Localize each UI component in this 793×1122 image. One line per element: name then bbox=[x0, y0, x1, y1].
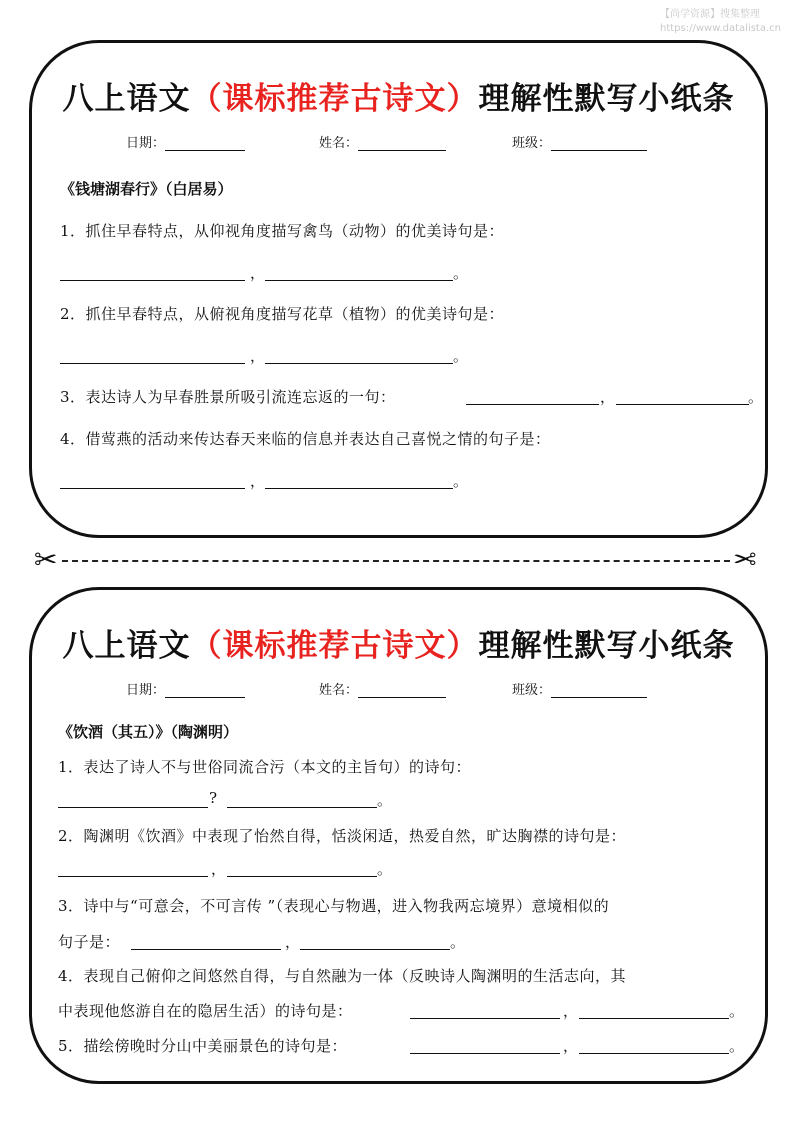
class-field bbox=[512, 679, 647, 698]
name-field bbox=[319, 679, 446, 698]
answer-blank[interactable] bbox=[58, 807, 208, 808]
answer-blank[interactable] bbox=[410, 1018, 560, 1019]
answer-blank[interactable] bbox=[265, 280, 453, 281]
comma: ， bbox=[285, 933, 301, 951]
comma: ， bbox=[250, 472, 266, 490]
period: 。 bbox=[729, 1002, 745, 1020]
period: 。 bbox=[453, 472, 469, 490]
period: 。 bbox=[748, 388, 764, 406]
answer-blank[interactable] bbox=[58, 876, 208, 877]
date-blank[interactable] bbox=[165, 683, 245, 698]
question-3-cont: 句子是： bbox=[58, 933, 121, 951]
comma: ， bbox=[250, 264, 266, 282]
question-5: 5．描绘傍晚时分山中美丽景色的诗句是： bbox=[58, 1037, 348, 1055]
title-suffix: 理解性默写小纸条 bbox=[478, 81, 735, 117]
watermark-line2: https://www.datalista.cn bbox=[660, 23, 781, 34]
date-field bbox=[126, 132, 245, 151]
name-label: 姓名： bbox=[319, 683, 359, 698]
answer-blank[interactable] bbox=[616, 404, 749, 405]
period: 。 bbox=[729, 1037, 745, 1055]
question-1: 1．表达了诗人不与世俗同流合污（本文的主旨句）的诗句： bbox=[58, 758, 472, 776]
comma: ， bbox=[250, 347, 266, 365]
question-4: 4．表现自己俯仰之间悠然自得，与自然融为一体（反映诗人陶渊明的生活志向，其 bbox=[58, 967, 627, 985]
name-label: 姓名： bbox=[319, 136, 359, 151]
date-blank[interactable] bbox=[165, 136, 245, 151]
period: 。 bbox=[377, 860, 393, 878]
worksheet-card-1 bbox=[29, 40, 768, 538]
answer-blank[interactable] bbox=[227, 807, 377, 808]
title-prefix: 八上语文 bbox=[62, 628, 191, 664]
card-title bbox=[32, 620, 765, 665]
answer-blank[interactable] bbox=[60, 280, 245, 281]
period: 。 bbox=[377, 791, 393, 809]
answer-blank[interactable] bbox=[265, 488, 453, 489]
poem-title: 《饮酒（其五）》（陶渊明） bbox=[58, 723, 239, 741]
worksheet-card-2 bbox=[29, 587, 768, 1084]
scissors-icon: ✂ bbox=[733, 543, 757, 576]
answer-blank[interactable] bbox=[265, 363, 453, 364]
date-label: 日期： bbox=[126, 683, 166, 698]
period: 。 bbox=[450, 933, 466, 951]
question-1: 1．抓住早春特点，从仰视角度描写禽鸟（动物）的优美诗句是： bbox=[60, 222, 505, 240]
question-3: 3．诗中与“可意会，不可言传 ”（表现心与物遇，进入物我两忘境界）意境相似的 bbox=[58, 897, 610, 915]
title-red: （课标推荐古诗文） bbox=[190, 81, 479, 117]
question-2: 2．陶渊明《饮酒》中表现了怡然自得，恬淡闲适，热爱自然，旷达胸襟的诗句是： bbox=[58, 827, 627, 845]
watermark bbox=[660, 8, 781, 36]
period: 。 bbox=[453, 347, 469, 365]
class-label: 班级： bbox=[512, 136, 552, 151]
cut-line bbox=[62, 560, 730, 562]
answer-blank[interactable] bbox=[227, 876, 377, 877]
name-field bbox=[319, 132, 446, 151]
comma: ， bbox=[563, 1002, 579, 1020]
title-prefix: 八上语文 bbox=[62, 81, 191, 117]
title-suffix: 理解性默写小纸条 bbox=[478, 628, 735, 664]
class-blank[interactable] bbox=[551, 683, 647, 698]
question-4: 4．借莺燕的活动来传达春天来临的信息并表达自己喜悦之情的句子是： bbox=[60, 430, 551, 448]
title-red: （课标推荐古诗文） bbox=[190, 628, 479, 664]
question-2: 2．抓住早春特点，从俯视角度描写花草（植物）的优美诗句是： bbox=[60, 305, 505, 323]
answer-blank[interactable] bbox=[579, 1053, 729, 1054]
question-4-cont: 中表现他悠游自在的隐居生活）的诗句是： bbox=[58, 1002, 353, 1020]
question-3: 3．表达诗人为早春胜景所吸引流连忘返的一句： bbox=[60, 388, 396, 406]
class-label: 班级： bbox=[512, 683, 552, 698]
question-mark: ? bbox=[209, 789, 218, 807]
period: 。 bbox=[453, 264, 469, 282]
scissors-icon: ✂ bbox=[34, 543, 58, 576]
class-field bbox=[512, 132, 647, 151]
answer-blank[interactable] bbox=[300, 949, 450, 950]
date-field bbox=[126, 679, 245, 698]
answer-blank[interactable] bbox=[410, 1053, 560, 1054]
comma: ， bbox=[211, 860, 227, 878]
date-label: 日期： bbox=[126, 136, 166, 151]
name-blank[interactable] bbox=[358, 683, 446, 698]
answer-blank[interactable] bbox=[60, 488, 245, 489]
answer-blank[interactable] bbox=[579, 1018, 729, 1019]
name-blank[interactable] bbox=[358, 136, 446, 151]
class-blank[interactable] bbox=[551, 136, 647, 151]
answer-blank[interactable] bbox=[466, 404, 599, 405]
answer-blank[interactable] bbox=[60, 363, 245, 364]
watermark-line1: 【尚学资源】搜集整理 bbox=[660, 9, 760, 20]
poem-title: 《钱塘湖春行》（白居易） bbox=[60, 180, 233, 198]
card-title bbox=[32, 73, 765, 118]
comma: ， bbox=[600, 388, 616, 406]
comma: ， bbox=[563, 1037, 579, 1055]
answer-blank[interactable] bbox=[131, 949, 281, 950]
